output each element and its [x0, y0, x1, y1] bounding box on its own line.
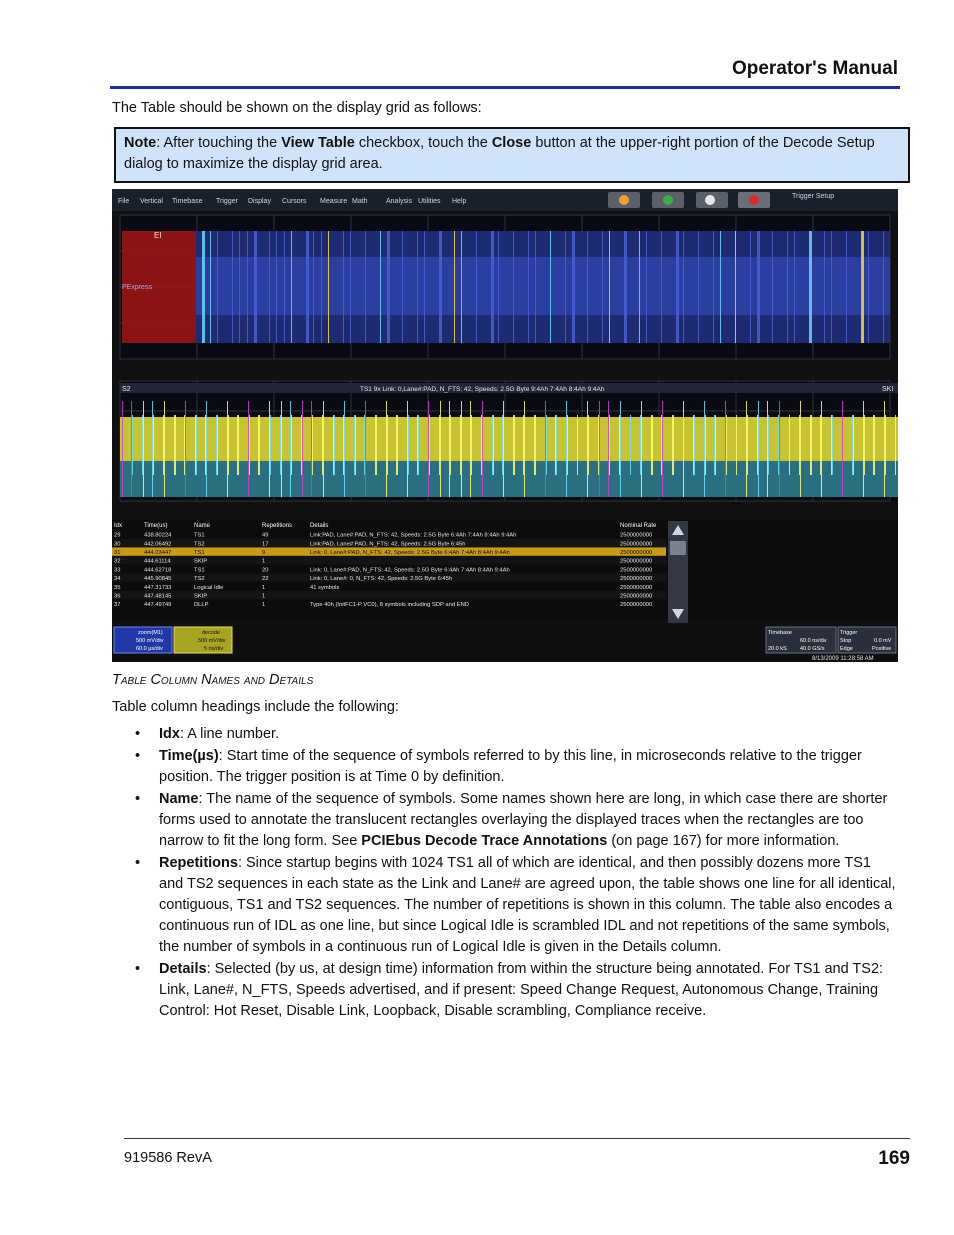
- timestamp: 8/13/2009 11:28:58 AM: [812, 656, 874, 662]
- trace2-left-label: S2: [122, 386, 131, 393]
- table-cell: SKIP: [194, 558, 208, 565]
- table-cell: 442.06492: [144, 541, 172, 548]
- definition-text: : Start time of the sequence of symbols referred to by this line, in microseconds relative to the trigger position. The trigger position is at Time 0 by definition.: [159, 748, 862, 785]
- table-header: Repetitions: [262, 523, 293, 529]
- trigger-v1: Stop: [840, 638, 852, 644]
- term-idx: Idx: [159, 726, 180, 742]
- document-number: 919586 RevA: [124, 1150, 212, 1166]
- table-cell: Link:PAD, Lane#:PAD, N_FTS: 42, Speeds: 2.5G Byte 6:45h: [310, 541, 466, 548]
- table-cell: 36: [114, 593, 121, 600]
- trigger-label: Trigger: [840, 630, 858, 636]
- page-number: 169: [878, 1148, 910, 1169]
- channel2-descriptor[interactable]: [174, 627, 232, 653]
- table-cell: 2500000000: [620, 593, 653, 600]
- note-text-2: checkbox, touch the: [354, 135, 492, 151]
- table-cell: Logical Idle: [194, 584, 224, 591]
- note-text-3: button at the upper-right portion of the Decode Setup dialog to maximize the display grid area.: [124, 135, 875, 172]
- table-cell: 29: [114, 532, 121, 539]
- ch1-name: zoom(M1): [138, 630, 163, 636]
- term-repetitions: Repetitions: [159, 855, 238, 871]
- note-text-1: : After touching the: [156, 135, 282, 151]
- ch1-vdiv: 500 mV/div: [136, 638, 164, 644]
- table-cell: DLLP: [194, 602, 209, 609]
- list-item: • Repetitions: Since startup begins with 1024 TS1 all of which are identical, and then possibly dozens more TS1 and TS2 sequences in each state as the Link and Lane# are agreed upon, the table shows one line for all identical, contiguous, TS1 and TS2 sequences. The number of repetitions is shown in this column. The table also encodes a continuous run of IDL as one line, but since Logical Idle is scrambled IDL and not repetitions of the same symbols, the number of symbols in a continuous run of Logical Idle is given in the Details column.: [135, 855, 896, 955]
- table-cell: 9: [262, 550, 266, 556]
- table-cell: 17: [262, 541, 269, 548]
- term-details: Details: [159, 961, 207, 977]
- table-cell: Link: 0, Lane#: 0, N_FTS: 42, Speeds: 2.5G Byte 6:45h: [310, 576, 453, 583]
- cross-reference-link[interactable]: PCIEbus Decode Trace Annotations: [361, 833, 608, 849]
- table-cell: 2500000000: [620, 541, 653, 548]
- trace1-tag: PExpress: [122, 284, 152, 291]
- definition-text: : Since startup begins with 1024 TS1 all of which are identical, and then possibly dozens more TS1 and TS2 sequences in each state as the Link and Lane# are agreed upon, the table shows one line for all identical, contiguous, TS1 and TS2 sequences. The number of repetitions is shown in this column. The table also encodes a continuous run of IDL as one line, but since Logical Idle is scrambled IDL and not repetitions of the same symbols, the number of symbols in a continuous run of Logical Idle is given in the Details column.: [159, 855, 896, 955]
- trigger-v2: 0.0 mV: [874, 638, 892, 644]
- definition-text: : A line number.: [179, 726, 280, 742]
- channel1-descriptor[interactable]: [114, 627, 172, 653]
- table-cell: TS1: [194, 550, 205, 556]
- menu-item[interactable]: Help: [452, 198, 467, 205]
- intro-text: The Table should be shown on the display grid as follows:: [112, 100, 482, 116]
- note-box: [114, 127, 910, 183]
- table-cell: Link: 0, Lane#:PAD, N_FTS: 42, Speeds: 2.5G Byte 6:4Ah 7:4Ah 8:4Ah 9:4Ah: [310, 550, 510, 556]
- definition-text: : Selected (by us, at design time) information from within the structure being annotated. For TS1 and TS2: Link, Lane#, N_FTS, Speeds advertised, and if present: Speed Change Request, Autonomous Change, Training Control: Hot Reset, Disable Link, Loopback, Disable scrambling, Compliance receive.: [159, 961, 884, 1019]
- table-cell: SKIP: [194, 593, 208, 600]
- table-header: Nominal Rate: [620, 523, 657, 529]
- table-cell: 1: [262, 584, 266, 591]
- table-cell: TS1: [194, 532, 205, 539]
- table-cell: Link:PAD, Lane#:PAD, N_FTS: 42, Speeds: 2.5G Byte 6:4Ah 7:4Ah 8:4Ah 9:4Ah: [310, 532, 517, 539]
- table-cell: 31: [114, 550, 121, 556]
- table-cell: 2500000000: [620, 584, 653, 591]
- trace2-annotation: TS1 9x Link: 0,Lane#:PAD, N_FTS: 42, Speeds: 2.5G Byte 9:4Ah 7:4Ah 8:4Ah 9:4Ah: [360, 386, 605, 393]
- menu-item[interactable]: Timebase: [172, 198, 203, 205]
- table-cell: 33: [114, 567, 121, 574]
- table-cell: TS2: [194, 576, 205, 583]
- table-cell: 41 symbols: [310, 584, 340, 591]
- trigger-descriptor[interactable]: [838, 627, 896, 653]
- table-cell: 444.62718: [144, 567, 172, 574]
- menu-item[interactable]: Vertical: [140, 198, 163, 205]
- menu-item[interactable]: Math: [352, 198, 368, 205]
- timebase-label: Timebase: [768, 630, 792, 636]
- list-item: • Details: Selected (by us, at design time) information from within the structure being annotated. For TS1 and TS2: Link, Lane#, N_FTS, Speeds advertised, and if present: Speed Change Request, Autonomous Change, Training Control: Hot Reset, Disable Link, Loopback, Disable scrambling, Compliance receive.: [135, 961, 884, 1019]
- table-cell: 447.31733: [144, 584, 172, 591]
- table-cell: 35: [114, 584, 121, 591]
- table-cell: 445.90845: [144, 576, 172, 583]
- trace1-label: EI: [154, 231, 162, 240]
- table-cell: TS2: [194, 541, 205, 548]
- table-cell: 2500000000: [620, 567, 653, 574]
- table-cell: 438.80224: [144, 532, 172, 539]
- menu-item[interactable]: File: [118, 198, 130, 205]
- timebase-descriptor[interactable]: [766, 627, 836, 653]
- table-cell: Link: 0, Lane#:PAD, N_FTS: 42, Speeds: 2.5G Byte 6:4Ah 7:4Ah 8:4Ah 9:4Ah: [310, 567, 510, 574]
- section-caption: Table Column Names and Details: [112, 672, 314, 688]
- table-cell: 447.48145: [144, 593, 172, 600]
- timebase-v3: 40.0 GS/s: [800, 646, 825, 652]
- note-close: Close: [491, 135, 532, 151]
- table-cell: 34: [114, 576, 121, 583]
- table-cell: 22: [262, 576, 269, 583]
- table-cell: 2500000000: [620, 576, 653, 583]
- table-cell: 49: [262, 532, 269, 539]
- table-cell: 37: [114, 602, 121, 609]
- menu-item[interactable]: Cursors: [282, 198, 307, 205]
- header-rule: [110, 86, 900, 89]
- table-cell: 1: [262, 602, 266, 609]
- note-view-table: View Table: [281, 135, 355, 151]
- timebase-v1: 60.0 ns/div: [800, 638, 827, 644]
- trigger-v4: Positive: [872, 646, 892, 652]
- table-cell: 444.61114: [144, 558, 171, 565]
- table-cell: 20: [262, 567, 269, 574]
- table-header: Name: [194, 523, 211, 529]
- table-header: Details: [310, 523, 329, 529]
- table-cell: 447.49749: [144, 602, 172, 609]
- menu-item[interactable]: Utilities: [418, 198, 441, 205]
- timebase-v2: 20.0 kS: [768, 646, 787, 652]
- table-cell: 32: [114, 558, 121, 565]
- table-cell: 1: [262, 558, 266, 565]
- ch2-name: decode: [202, 630, 221, 636]
- oscilloscope-screenshot: [112, 189, 898, 662]
- menu-item[interactable]: Trigger: [216, 198, 238, 205]
- table-cell: 1: [262, 593, 266, 600]
- table-header: Time(us): [144, 523, 168, 529]
- table-cell: Type 40h (InitFC1-P VC0), 8 symbols including SDP and END: [310, 602, 469, 609]
- table-cell: 2500000000: [620, 550, 653, 556]
- term-name: Name: [159, 791, 199, 807]
- list-item: • Name: The name of the sequence of symbols. Some names shown here are long, in which case there are shorter forms used to annotate the translucent rectangles overlaying the displayed traces when the rectangles are too narrow to fit the long form. See PCIEbus Decode Trace Annotations (on page 167) for more information.: [135, 791, 888, 849]
- page-header-title: Operator's Manual: [731, 58, 898, 79]
- table-header: Idx: [114, 523, 123, 529]
- table-cell: 2500000000: [620, 602, 653, 609]
- column-definitions-list: [112, 724, 897, 1023]
- list-item: • Time(µs): Start time of the sequence of symbols referred to by this line, in microseconds relative to the trigger position. The trigger position is at Time 0 by definition.: [135, 748, 862, 785]
- definition-text: (on page 167) for more information.: [607, 833, 840, 849]
- lead-text: Table column headings include the following:: [112, 699, 399, 715]
- menu-item[interactable]: Analysis: [386, 198, 413, 205]
- table-cell: 2500000000: [620, 558, 653, 565]
- trigger-v3: Edge: [840, 646, 853, 652]
- table-cell: 444.03447: [144, 550, 172, 556]
- menu-item[interactable]: Display: [248, 198, 271, 205]
- ch2-tdiv: 5 ns/div: [204, 646, 223, 652]
- ch2-vdiv: 500 mV/div: [198, 638, 226, 644]
- table-cell: 30: [114, 541, 121, 548]
- ch1-tdiv: 60.0 µs/div: [136, 646, 163, 652]
- list-item: • Idx: A line number.: [135, 726, 280, 742]
- trace2-right-label: SKI: [882, 386, 894, 393]
- table-cell: TS1: [194, 567, 205, 574]
- term-time: Time(µs): [159, 748, 219, 764]
- trigger-setup-label[interactable]: Trigger Setup: [792, 193, 835, 200]
- table-cell: 2500000000: [620, 532, 653, 539]
- note-label: Note: [124, 135, 157, 151]
- menu-item[interactable]: Measure: [320, 198, 348, 205]
- definition-text: : The name of the sequence of symbols. Some names shown here are long, in which case there are shorter forms used to annotate the translucent rectangles overlaying the displayed traces when the rectangles are too narrow to fit the long form. See: [159, 791, 888, 849]
- footer-rule: [124, 1138, 910, 1139]
